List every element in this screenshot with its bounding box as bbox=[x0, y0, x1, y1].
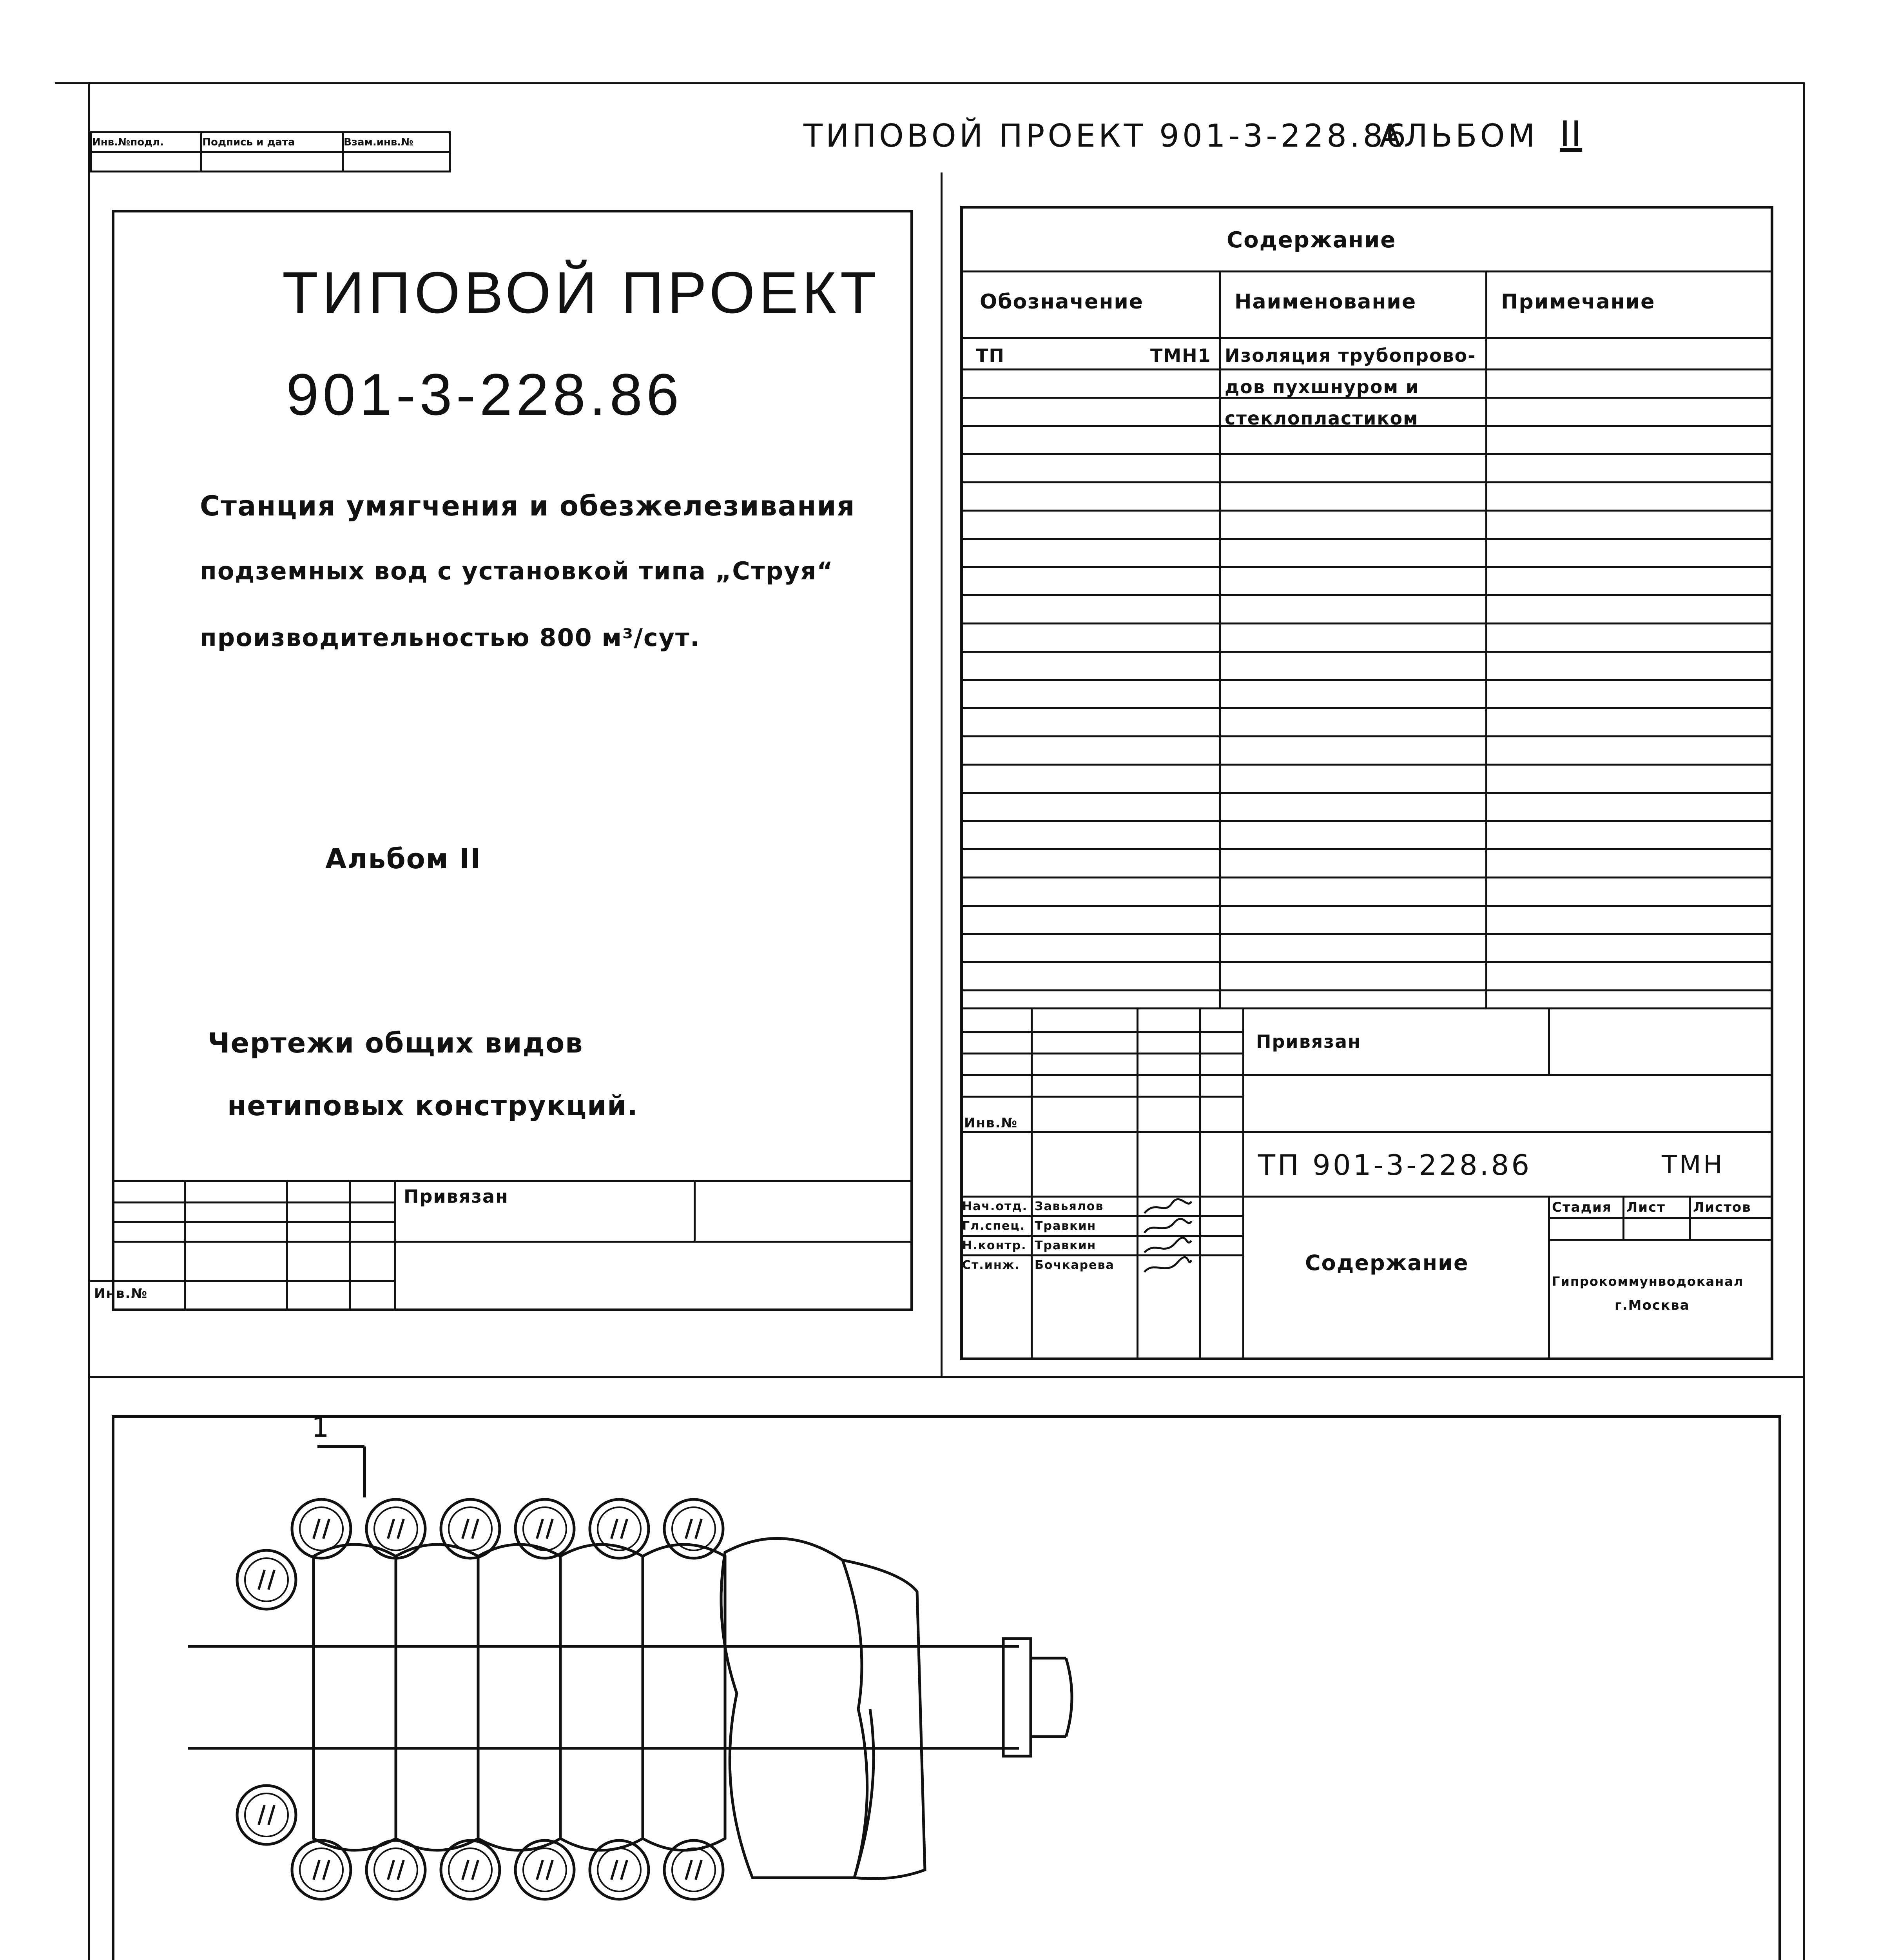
contents-row-code-left: ТП bbox=[976, 345, 1005, 366]
contents-row-rule bbox=[960, 989, 1773, 991]
contents-stamp-line bbox=[960, 1074, 1773, 1076]
rope-section bbox=[441, 1840, 500, 1899]
insulation-lobe bbox=[478, 1544, 560, 1850]
contents-row-name-2: дов пухшнуром и bbox=[1225, 376, 1419, 397]
contents-col-name: Наименование bbox=[1235, 290, 1417, 314]
contents-stamp-line bbox=[1199, 1007, 1201, 1360]
contents-stamp-line bbox=[960, 1007, 1773, 1009]
contents-col-note: Примечание bbox=[1501, 290, 1655, 314]
rope-hatch bbox=[268, 1570, 274, 1590]
header-album-numeral: II bbox=[1560, 114, 1583, 155]
contents-row-rule bbox=[960, 679, 1773, 681]
rope-section bbox=[292, 1499, 351, 1558]
rope-hatch bbox=[259, 1805, 265, 1825]
contents-row-rule bbox=[960, 877, 1773, 878]
stamp-strip bbox=[90, 131, 451, 172]
contents-stage-label: Стадия bbox=[1552, 1200, 1612, 1215]
contents-row-rule bbox=[960, 566, 1773, 568]
contents-row-code-right: ТМН1 bbox=[1150, 345, 1211, 366]
cover-stamp-line bbox=[112, 1241, 913, 1243]
contents-row-rule bbox=[960, 397, 1773, 399]
rope-hatch bbox=[462, 1860, 468, 1880]
rope-hatch bbox=[472, 1860, 478, 1880]
contents-heading: Содержание bbox=[1227, 227, 1396, 253]
cover-inv-label: Инв.№ bbox=[94, 1286, 148, 1301]
contents-stamp-line bbox=[1548, 1007, 1550, 1074]
contents-row-rule bbox=[960, 481, 1773, 483]
contents-mark: ТМН bbox=[1662, 1151, 1725, 1180]
rope-hatch bbox=[398, 1860, 404, 1880]
contents-sheet-label: Лист bbox=[1626, 1200, 1666, 1215]
cover-album: Альбом II bbox=[325, 843, 482, 875]
contents-col-code: Обозначение bbox=[980, 290, 1144, 314]
contents-sign-role: Ст.инж. bbox=[962, 1258, 1020, 1272]
rope-section bbox=[245, 1793, 288, 1837]
rope-hatch bbox=[462, 1519, 468, 1539]
contents-sign-name: Завьялов bbox=[1035, 1200, 1104, 1213]
rope-section bbox=[523, 1848, 566, 1891]
contents-inv-label: Инв.№ bbox=[964, 1115, 1018, 1131]
rope-section bbox=[245, 1558, 288, 1601]
contents-stamp-line bbox=[1689, 1196, 1691, 1239]
contents-row-rule bbox=[960, 735, 1773, 737]
pipe-flange bbox=[1003, 1639, 1031, 1756]
cover-desc-line-1: Станция умягчения и обезжелезивания bbox=[200, 490, 856, 522]
contents-sign-name: Травкин bbox=[1035, 1239, 1097, 1252]
rope-section bbox=[598, 1507, 641, 1550]
rope-section bbox=[237, 1786, 296, 1844]
rope-section bbox=[598, 1848, 641, 1891]
insulation-lobe bbox=[560, 1544, 643, 1850]
rope-section bbox=[374, 1507, 417, 1550]
contents-row-rule bbox=[960, 538, 1773, 540]
cover-stamp-line bbox=[394, 1180, 396, 1309]
rope-section bbox=[590, 1499, 649, 1558]
cover-desc-line-3: производительностью 800 м³/сут. bbox=[200, 623, 700, 652]
section-mark-top-label: 1 bbox=[312, 1411, 330, 1443]
stamp-cell-signature: Подпись и дата bbox=[201, 132, 343, 152]
contents-stamp-line bbox=[960, 1131, 1773, 1133]
contents-row-rule bbox=[960, 820, 1773, 822]
rope-hatch bbox=[537, 1519, 543, 1539]
top-center-divider bbox=[941, 172, 943, 1376]
rope-section bbox=[441, 1499, 500, 1558]
contents-row-rule bbox=[960, 651, 1773, 653]
rope-hatch bbox=[537, 1860, 543, 1880]
contents-stamp-line bbox=[1137, 1007, 1138, 1360]
cover-stamp-line bbox=[90, 1280, 394, 1282]
cover-title: ТИПОВОЙ ПРОЕКТ bbox=[282, 260, 880, 325]
pipe-insulation-elevation bbox=[157, 1474, 1097, 1960]
rope-hatch bbox=[621, 1519, 627, 1539]
cover-drawings-line-1: Чертежи общих видов bbox=[208, 1027, 584, 1059]
rope-section bbox=[449, 1848, 492, 1891]
contents-row-name-1: Изоляция трубопрово- bbox=[1225, 345, 1476, 366]
contents-doc-code: ТП 901-3-228.86 bbox=[1258, 1149, 1532, 1181]
contents-row-rule bbox=[960, 368, 1773, 370]
rope-hatch bbox=[398, 1519, 404, 1539]
rope-hatch bbox=[323, 1860, 329, 1880]
cover-stamp-line bbox=[112, 1180, 913, 1182]
cover-stamp-line bbox=[112, 1201, 394, 1203]
cover-stamp-line bbox=[694, 1180, 696, 1241]
contents-row-name-3: стеклопластиком bbox=[1225, 408, 1419, 429]
cover-stamp-line bbox=[184, 1180, 186, 1309]
rope-section bbox=[292, 1840, 351, 1899]
sheet-top-border bbox=[55, 82, 1803, 84]
rope-hatch bbox=[472, 1519, 478, 1539]
contents-sign-role: Н.контр. bbox=[962, 1239, 1027, 1252]
contents-row-rule bbox=[960, 707, 1773, 709]
rope-section bbox=[366, 1840, 425, 1899]
rope-hatch bbox=[547, 1860, 553, 1880]
contents-row-rule bbox=[960, 848, 1773, 850]
rope-section bbox=[366, 1499, 425, 1558]
contents-sheet-title: Содержание bbox=[1305, 1250, 1469, 1275]
header-album: АЛЬБОМ bbox=[1380, 118, 1538, 154]
contents-rule bbox=[960, 337, 1773, 339]
cover-number: 901-3-228.86 bbox=[286, 361, 683, 427]
stamp-cell-replace: Взам.инв.№ bbox=[343, 132, 450, 152]
header-title: ТИПОВОЙ ПРОЕКТ 901-3-228.86 bbox=[803, 118, 1409, 154]
contents-stamp-line bbox=[1242, 1007, 1244, 1360]
pipe-end bbox=[1066, 1658, 1072, 1737]
rope-hatch bbox=[314, 1519, 319, 1539]
insulation-lobe bbox=[314, 1544, 396, 1850]
contents-row-rule bbox=[960, 425, 1773, 427]
rope-hatch bbox=[268, 1805, 274, 1825]
contents-sheets-label: Листов bbox=[1693, 1200, 1751, 1215]
rope-section bbox=[515, 1840, 574, 1899]
insulation-lobe bbox=[643, 1544, 725, 1850]
contents-row-rule bbox=[960, 764, 1773, 766]
contents-row-rule bbox=[960, 510, 1773, 512]
contents-row-rule bbox=[960, 594, 1773, 596]
cover-desc-line-2: подземных вод с установкой типа „Струя“ bbox=[200, 557, 834, 585]
rope-section bbox=[523, 1507, 566, 1550]
contents-row-rule bbox=[960, 961, 1773, 963]
rope-hatch bbox=[547, 1519, 553, 1539]
cover-stamp-line bbox=[112, 1221, 394, 1223]
cover-drawings-line-2: нетиповых конструкций. bbox=[227, 1090, 638, 1122]
rope-section bbox=[374, 1848, 417, 1891]
contents-sign-name: Бочкарева bbox=[1035, 1258, 1115, 1272]
contents-stamp-line bbox=[1031, 1007, 1033, 1360]
rope-hatch bbox=[259, 1570, 265, 1590]
rope-section bbox=[449, 1507, 492, 1550]
contents-row-rule bbox=[960, 905, 1773, 907]
contents-sign-role: Нач.отд. bbox=[962, 1200, 1028, 1213]
contents-stamp-line bbox=[1548, 1217, 1773, 1219]
contents-stamp-line bbox=[1548, 1239, 1773, 1241]
contents-rule bbox=[960, 270, 1773, 272]
contents-signatures bbox=[1140, 1198, 1195, 1276]
insulation-lobe bbox=[396, 1544, 478, 1850]
cover-stamp-line bbox=[349, 1180, 351, 1309]
rope-hatch bbox=[323, 1519, 329, 1539]
rope-hatch bbox=[388, 1519, 394, 1539]
rope-section bbox=[664, 1499, 723, 1558]
contents-row-rule bbox=[960, 933, 1773, 935]
contents-row-rule bbox=[960, 792, 1773, 794]
stamp-cell-inv: Инв.№подл. bbox=[91, 132, 201, 152]
contents-sign-role: Гл.спец. bbox=[962, 1219, 1025, 1233]
contents-stamp-line bbox=[1548, 1196, 1550, 1360]
rope-section bbox=[237, 1550, 296, 1609]
cover-stamp-line bbox=[286, 1180, 288, 1309]
contents-col-rule bbox=[1485, 270, 1487, 1007]
rope-hatch bbox=[686, 1860, 692, 1880]
sheet-left-border bbox=[88, 82, 90, 1960]
contents-org-city: г.Москва bbox=[1615, 1298, 1690, 1313]
contents-col-rule bbox=[1219, 270, 1221, 1007]
contents-sign-name: Травкин bbox=[1035, 1219, 1097, 1233]
rope-section bbox=[300, 1507, 343, 1550]
rope-hatch bbox=[696, 1860, 702, 1880]
cover-bound-label: Привязан bbox=[404, 1186, 509, 1207]
contents-bound-label: Привязан bbox=[1256, 1031, 1361, 1052]
rope-hatch bbox=[621, 1860, 627, 1880]
rope-hatch bbox=[696, 1519, 702, 1539]
fiberglass-wrap bbox=[721, 1538, 867, 1878]
contents-row-rule bbox=[960, 622, 1773, 624]
rope-hatch bbox=[388, 1860, 394, 1880]
rope-section bbox=[672, 1848, 715, 1891]
top-section-separator bbox=[88, 1376, 1803, 1378]
rope-hatch bbox=[611, 1860, 617, 1880]
contents-stamp-line bbox=[960, 1196, 1773, 1198]
sheet-right-border bbox=[1803, 82, 1805, 1960]
contents-org: Гипрокоммунводоканал bbox=[1552, 1274, 1744, 1289]
rope-hatch bbox=[611, 1519, 617, 1539]
contents-stamp-line bbox=[1622, 1196, 1624, 1239]
contents-row-rule bbox=[960, 453, 1773, 455]
rope-hatch bbox=[686, 1519, 692, 1539]
rope-section bbox=[300, 1848, 343, 1891]
rope-hatch bbox=[314, 1860, 319, 1880]
